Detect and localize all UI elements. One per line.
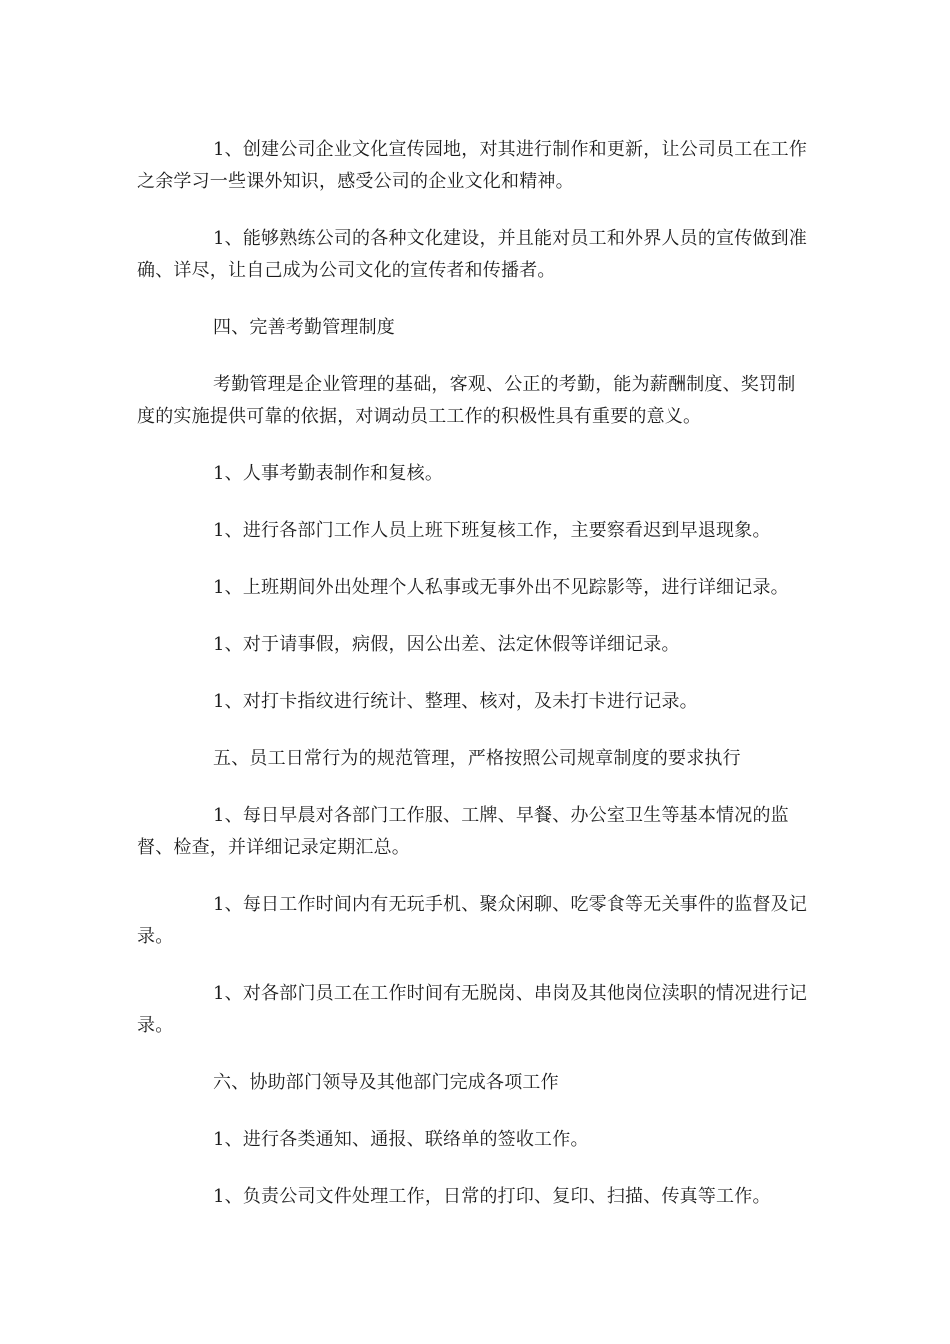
section-heading-conduct: 五、员工日常行为的规范管理，严格按照公司规章制度的要求执行: [213, 748, 741, 769]
paragraph-attendance-check: 1、进行各部门工作人员上班下班复核工作，主要察看迟到早退现象。: [213, 520, 771, 541]
section-heading-assistance: 六、协助部门领导及其他部门完成各项工作: [213, 1072, 559, 1093]
paragraph-leave-record: 1、对于请事假，病假，因公出差、法定休假等详细记录。: [213, 634, 680, 655]
document-body: [137, 134, 809, 1238]
paragraph-post-absence: 1、对各部门员工在工作时间有无脱岗、串岗及其他岗位渎职的情况进行记录。: [137, 983, 808, 1036]
paragraph-document-handling: 1、负责公司文件处理工作，日常的打印、复印、扫描、传真等工作。: [213, 1186, 771, 1207]
paragraph-attendance-sheet: 1、人事考勤表制作和复核。: [213, 463, 444, 484]
paragraph-culture-garden: 1、创建公司企业文化宣传园地，对其进行制作和更新，让公司员工在工作之余学习一些课外知识，感受公司的企业文化和精神。: [137, 139, 808, 192]
paragraph-attendance-intro: 考勤管理是企业管理的基础，客观、公正的考勤，能为薪酬制度、奖罚制度的实施提供可靠的依据，对调动员工工作的积极性具有重要的意义。: [137, 374, 796, 427]
paragraph-morning-inspection: 1、每日早晨对各部门工作服、工牌、早餐、办公室卫生等基本情况的监督、检查，并详细记录定期汇总。: [137, 805, 789, 858]
paragraph-fingerprint-stats: 1、对打卡指纹进行统计、整理、核对，及未打卡进行记录。: [213, 691, 698, 712]
paragraph-outing-record: 1、上班期间外出处理个人私事或无事外出不见踪影等，进行详细记录。: [213, 577, 789, 598]
paragraph-notice-receipt: 1、进行各类通知、通报、联络单的签收工作。: [213, 1129, 589, 1150]
paragraph-culture-promotion: 1、能够熟练公司的各种文化建设，并且能对员工和外界人员的宣传做到准确、详尽，让自己成为公司文化的宣传者和传播者。: [137, 228, 808, 281]
section-heading-attendance: 四、完善考勤管理制度: [213, 317, 395, 338]
paragraph-worktime-supervision: 1、每日工作时间内有无玩手机、聚众闲聊、吃零食等无关事件的监督及记录。: [137, 894, 808, 947]
